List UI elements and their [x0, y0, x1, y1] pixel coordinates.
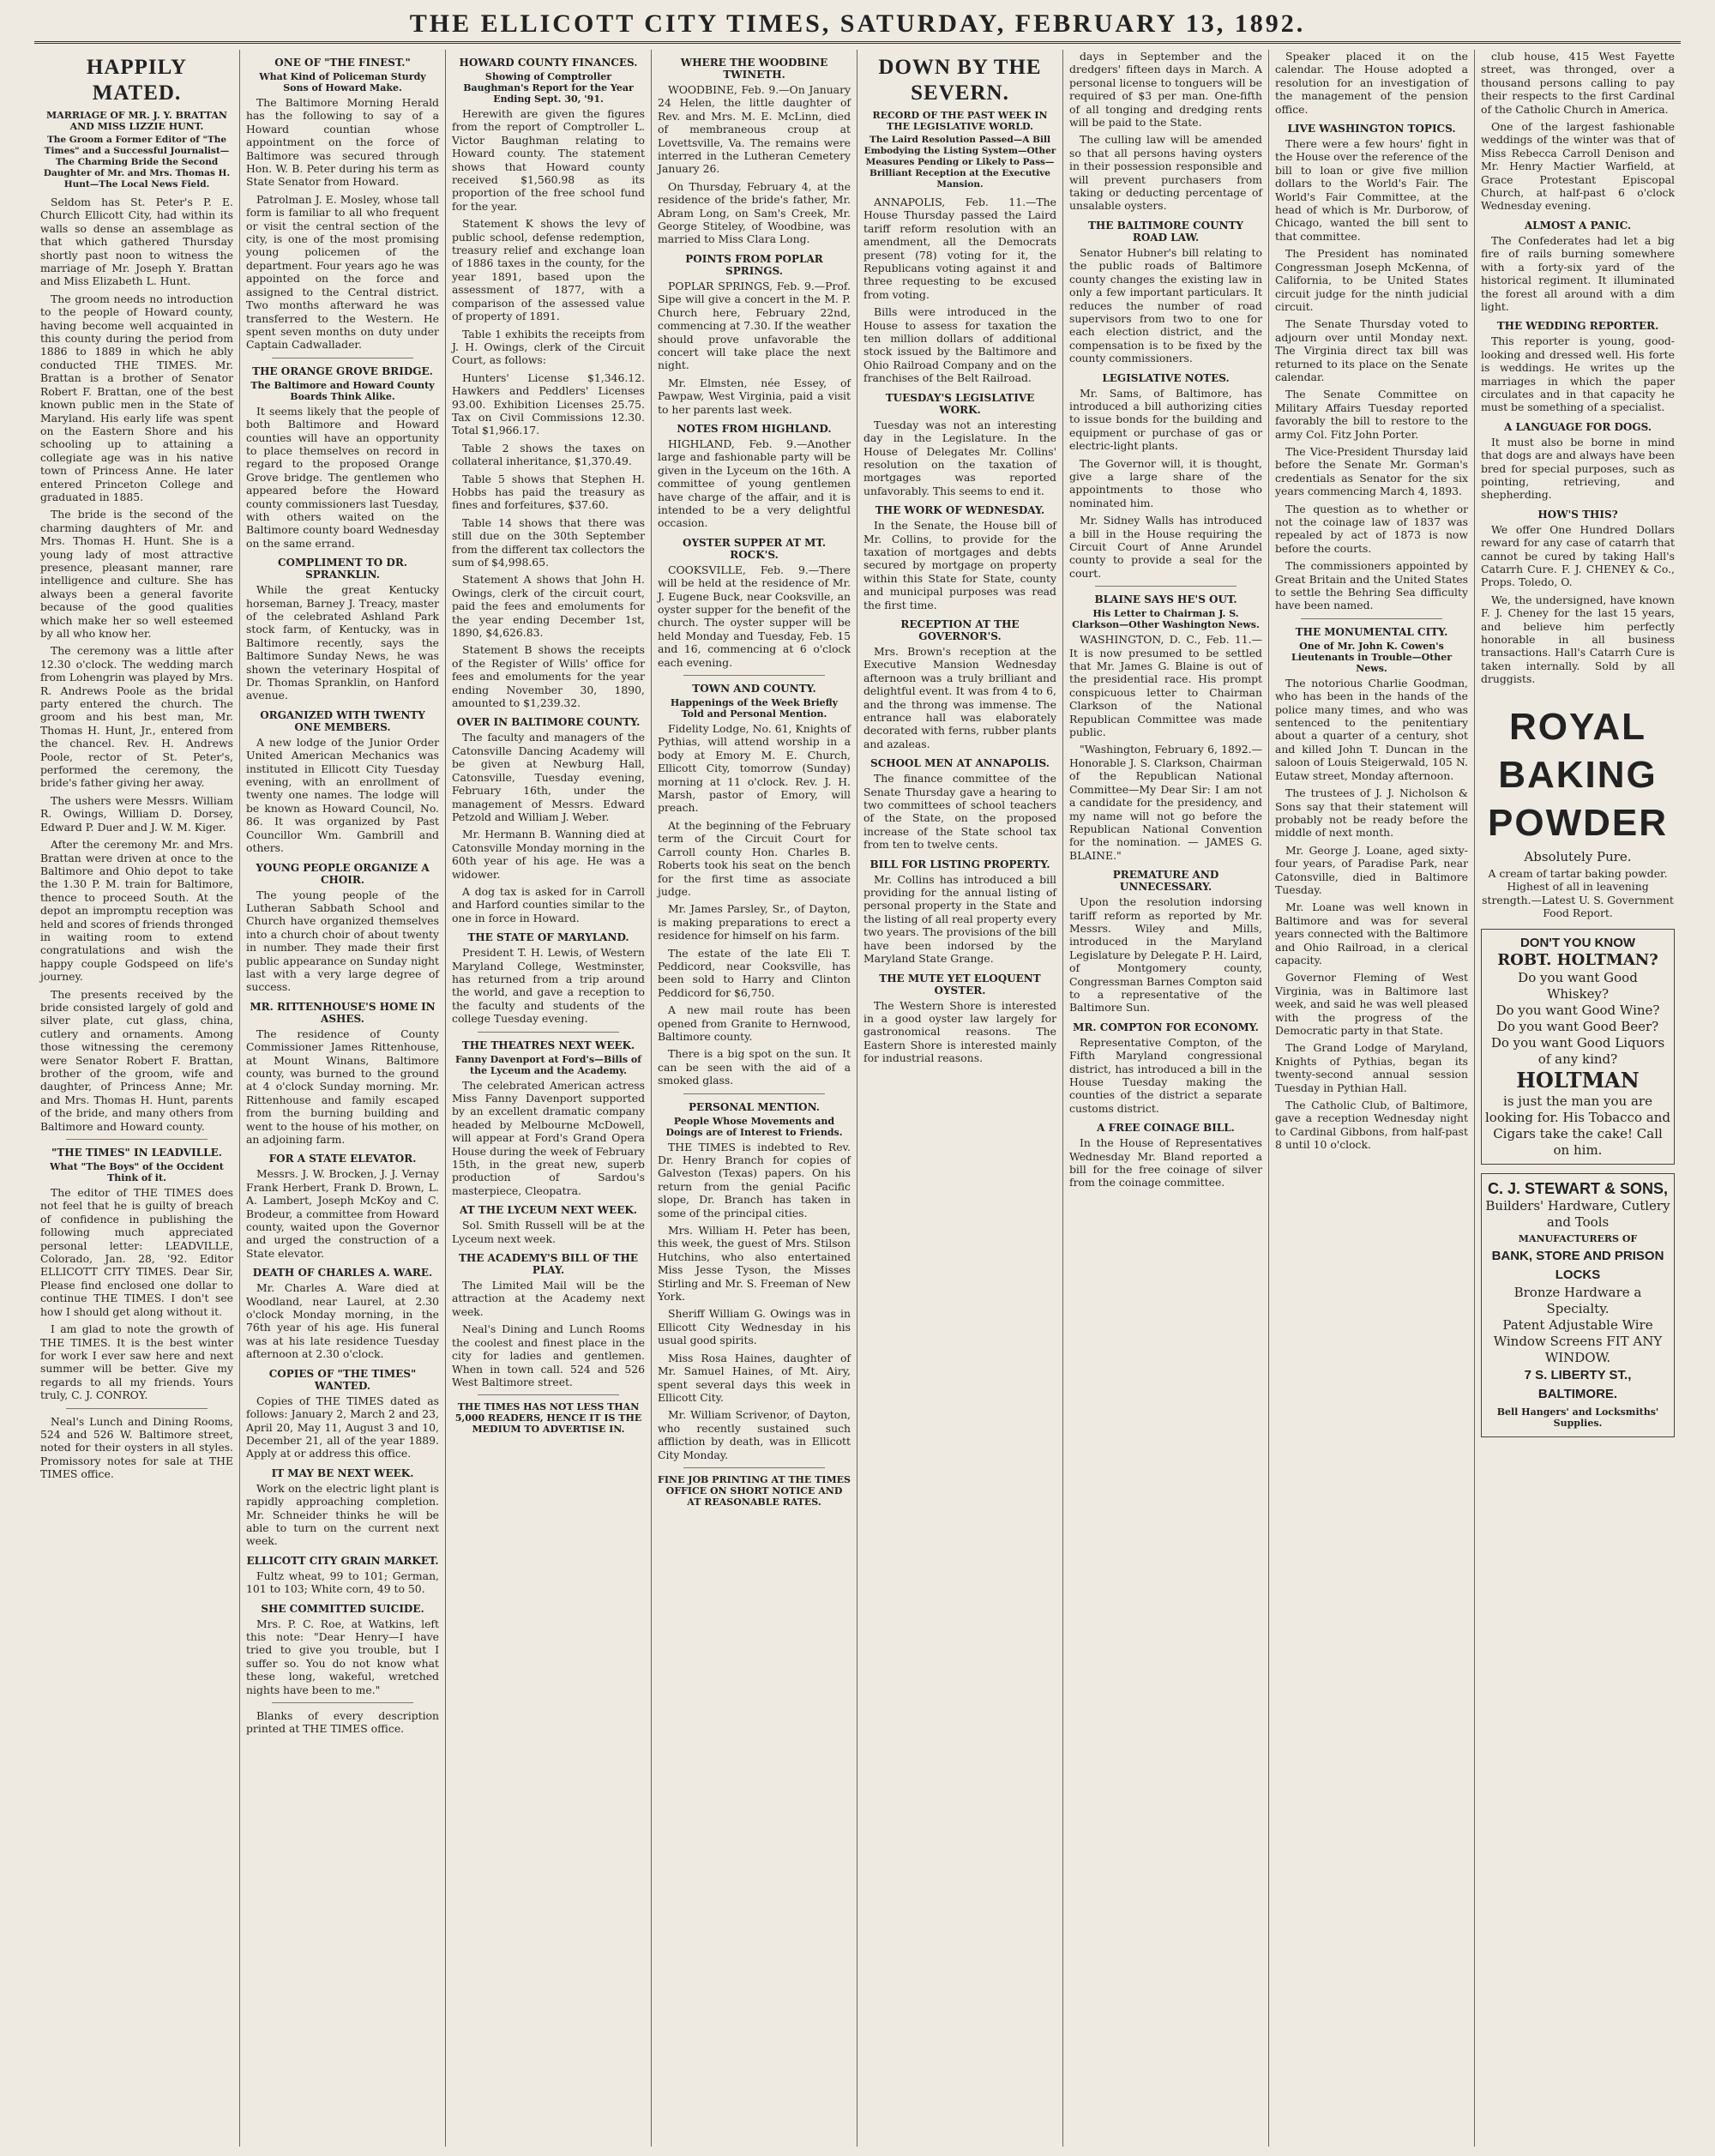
article-heading: MR. RITTENHOUSE'S HOME IN ASHES.: [250, 1000, 436, 1025]
paragraph: The Senate Committee on Military Affairs Tuesday reported favorably the bill to restore to the army Col. Fitz John Porter.: [1275, 388, 1468, 441]
paragraph: Mr. Elmsten, née Essey, of Pawpaw, West Virginia, paid a visit to her parents last week.: [658, 376, 851, 416]
paragraph: Sheriff William G. Owings was in Ellicott City Wednesday in his usual good spirits.: [658, 1307, 851, 1347]
ad-line: Do you want Good Beer?: [1496, 1018, 1659, 1034]
divider: [1095, 586, 1237, 587]
article-heading: THE MUTE YET ELOQUENT OYSTER.: [879, 972, 1041, 997]
article-heading: AT THE LYCEUM NEXT WEEK.: [460, 1204, 637, 1217]
ad-line: BANK, STORE AND PRISON LOCKS: [1491, 1248, 1664, 1282]
paragraph: A new mail route has been opened from Granite to Hernwood, Baltimore county.: [658, 1003, 851, 1043]
paragraph: At the beginning of the February term of the Circuit Court for Carroll county Hon. Charles B. Roberts took his seat on the bench for the first time as associate judge.: [658, 818, 851, 898]
paragraph: Hunters' License $1,346.12. Hawkers and Peddlers' Licenses 93.00. Exhibition Licenses 25.75. Tax on Civil Commissions 12.30. Total $1,966.17.: [452, 370, 645, 437]
paragraph: Table 14 shows that there was still due on the 30th September from the different tax collectors the sum of $4,998.65.: [452, 515, 645, 569]
headline-happily-mated: HAPPILY MATED.: [86, 56, 188, 105]
paragraph: The Catholic Club, of Baltimore, gave a reception Wednesday night to Cardinal Gibbons, from half-past 8 until 10 o'clock.: [1275, 1099, 1468, 1152]
deck: The Laird Resolution Passed—A Bill Embodying the Listing System—Other Measures Pending or Likely to Pass—Brilliant Reception at the Executive Mansion.: [864, 135, 1056, 190]
column-2: [240, 50, 446, 2147]
paragraph: It seems likely that the people of both Baltimore and Howard counties will have an opportunity to place themselves on record in regard to the proposed Orange Grove bridge. The gentlemen who appeared before the Howard county commissioners last Tuesday, with others waited on the Baltimore county board Wednesday on the same errand.: [246, 404, 439, 550]
paragraph: COOKSVILLE, Feb. 9.—There will be held at the residence of Mr. J. Eugene Buck, near Cooksville, an oyster supper for the benefit of the church. The oyster supper will be held Monday and Tuesday, Feb. 15 and 16, commencing at 6 o'clock each evening.: [658, 563, 851, 669]
paragraph: Table 1 exhibits the receipts from J. H. Owings, clerk of the Circuit Court, as follows:: [452, 327, 645, 367]
paragraph: Patrolman J. E. Mosley, whose tall form is familiar to all who frequent or visit the central section of the city, is one of the most promising young policemen of the department. Four years ago he was appointed on the force and assigned to the Central district. Two months afterward he was transferred to the Western. He spent seven months on duty under Captain Cadwallader.: [246, 192, 439, 352]
ad-word: BAKING: [1498, 753, 1658, 796]
article-heading: RECEPTION AT THE GOVERNOR'S.: [900, 617, 1020, 642]
paragraph: The trustees of J. J. Nicholson & Sons say that their statement will probably not be ready before the middle of next month.: [1275, 786, 1468, 840]
article-heading: MR. COMPTON FOR ECONOMY.: [1073, 1021, 1259, 1033]
paragraph: The Grand Lodge of Maryland, Knights of Pythias, began its twenty-second annual session Tuesday in Pythian Hall.: [1275, 1041, 1468, 1094]
paragraph: One of the largest fashionable weddings of the winter was that of Miss Rebecca Carroll Denison and Mr. Henry Mactier Warfield, at Grace Protestant Episcopal Church, at half-past 6 o'clock Wednesday evening.: [1481, 120, 1675, 213]
article-heading: OYSTER SUPPER AT MT. ROCK'S.: [683, 536, 826, 561]
paragraph: Mr. Loane was well known in Baltimore and was for several years connected with the Baltimore and Ohio Railroad, in a clerical capacity.: [1275, 900, 1468, 967]
paragraph: We offer One Hundred Dollars reward for any case of catarrh that cannot be cured by taking Hall's Catarrh Cure. F. J. CHENEY & Co., Props. Toledo, O.: [1481, 522, 1675, 589]
article-heading: A LANGUAGE FOR DOGS.: [1503, 420, 1652, 433]
ad-line: Do you want Good Whiskey?: [1518, 969, 1638, 1002]
paragraph: The Governor will, it is thought, give a large share of the appointments to those who nominated him.: [1069, 456, 1262, 509]
ad-line: 7 S. LIBERTY ST., BALTIMORE.: [1524, 1367, 1632, 1401]
article-heading: POINTS FROM POPLAR SPRINGS.: [685, 252, 823, 277]
subhead: RECORD OF THE PAST WEEK IN THE LEGISLATIVE WORLD.: [872, 110, 1048, 132]
article-heading: THE ACADEMY'S BILL OF THE PLAY.: [458, 1252, 639, 1277]
masthead: [34, 7, 1681, 44]
paragraph: The culling law will be amended so that all persons having oysters in their possession responsible and will prevent purchasers from taking or deducting percentage of unsalable oysters.: [1069, 133, 1262, 213]
paragraph: The editor of THE TIMES does not feel that he is guilty of breach of confidence in publishing the following much appreciated personal letter: LEADVILLE, Colorado, Jan. 28, '92. Editor ELLICOTT CITY TIMES. Dear Sir, Please find enclosed one dollar to continue THE TIMES. I don't see how I should get along without it.: [40, 1186, 233, 1318]
article-heading: PERSONAL MENTION.: [689, 1100, 820, 1113]
article-heading: A FREE COINAGE BILL.: [1097, 1122, 1235, 1135]
column-4: [652, 50, 858, 2147]
paragraph: Representative Compton, of the Fifth Maryland congressional district, has introduced a bill in the House Tuesday making the counties of the district a separate customs district.: [1069, 1035, 1262, 1115]
subhead: The Baltimore and Howard County Boards Think Alike.: [250, 379, 435, 402]
paragraph: A new lodge of the Junior Order United American Mechanics was instituted in Ellicott City Tuesday evening, with an enrollment of twenty one names. The lodge will be known as Howard Council, No. 86. It was organized by Past Councillor Wm. Gambrill and others.: [246, 735, 439, 855]
divider: [683, 675, 825, 676]
paragraph: President T. H. Lewis, of Western Maryland College, Westminster, has returned from a trip around the world, and gave a reception to the faculty and students of the college Tuesday evening.: [452, 946, 645, 1026]
paragraph: In the Senate, the House bill of Mr. Collins, to provide for the taxation of mortgages and debts secured by mortgage on property within this State for State, county and municipal purposes was read the first time.: [864, 519, 1056, 611]
article-heading: OVER IN BALTIMORE COUNTY.: [456, 716, 641, 729]
paragraph: On Thursday, February 4, at the residence of the bride's father, Mr. Abram Long, on Sam's Creek, Mr. George Stiteley, of Woodbine, was married to Miss Clara Long.: [658, 179, 851, 246]
masthead-title: THE ELLICOTT CITY TIMES, SATURDAY, FEBRUARY 13, 1892.: [409, 9, 1306, 38]
paragraph: Mr. William Scrivenor, of Dayton, who recently sustained such affliction by death, was in Ellicott City Monday.: [658, 1408, 851, 1461]
ad-line: Patent Adjustable Wire Window Screens FIT ANY WINDOW.: [1493, 1316, 1663, 1365]
ad-line: DON'T YOU KNOW: [1519, 935, 1636, 950]
article-heading: ALMOST A PANIC.: [1524, 219, 1632, 232]
paragraph: Neal's Dining and Lunch Rooms the coolest and finest place in the city for ladies and gentlemen. When in town call. 524 and 526 West Baltimore street.: [452, 1322, 645, 1388]
paragraph: Table 5 shows that Stephen H. Hobbs has paid the treasury as fines and forfeitures, $37.60.: [452, 472, 645, 512]
article-heading: IT MAY BE NEXT WEEK.: [271, 1466, 414, 1479]
article-heading: "THE TIMES" IN LEADVILLE.: [51, 1147, 222, 1159]
paragraph: I am glad to note the growth of THE TIMES. It is the best winter for work I ever saw here and next summer will be better. Give my regards to all my friends. Yours truly, C. J. CONROY.: [40, 1322, 233, 1402]
ad-line: Bronze Hardware a Specialty.: [1513, 1284, 1642, 1316]
paragraph: Sol. Smith Russell will be at the Lyceum next week.: [452, 1219, 645, 1245]
paragraph: The Western Shore is interested in a good oyster law largely for gastronomical reasons. The Eastern Shore is interested mainly for industrial reasons.: [864, 998, 1056, 1065]
ad-tagline: Absolutely Pure.: [1524, 848, 1632, 864]
ad-line: Builders' Hardware, Cutlery and Tools: [1485, 1197, 1670, 1230]
headline-down-by-the-severn: DOWN BY THE SEVERN.: [878, 56, 1042, 105]
article-heading: PREMATURE AND UNNECESSARY.: [1112, 869, 1219, 894]
paragraph: The Limited Mail will be the attraction at the Academy next week.: [452, 1279, 645, 1318]
paragraph: The celebrated American actress Miss Fanny Davenport supported by an excellent dramatic company headed by Melbourne McDowell, will appear at Ford's Grand Opera House during the week of February 15th, in the great new, superb production of Sardou's masterpiece, Cleopatra.: [452, 1078, 645, 1197]
paragraph: The notorious Charlie Goodman, who has been in the hands of the police many times, and who was sentenced to the penitentiary about a quarter of a century, shot and killed John T. Duncan in the saloon of Louis Steigerwald, 105 N. Eutaw street, Monday afternoon.: [1275, 676, 1468, 782]
paragraph: The estate of the late Eli T. Peddicord, near Cooksville, has been sold to Harry and Clinton Peddicord for $6,750.: [658, 946, 851, 999]
article-heading: YOUNG PEOPLE ORGANIZE A CHOIR.: [256, 861, 430, 886]
ad-word: POWDER: [1488, 801, 1668, 844]
paragraph: The Senate Thursday voted to adjourn over until Monday next. The Virginia direct tax bill was returned to its place on the Senate calendar.: [1275, 317, 1468, 383]
paragraph: The commissioners appointed by Great Britain and the United States to settle the Behring Sea difficulty have been named.: [1275, 559, 1468, 612]
paragraph: While the great Kentucky horseman, Barney J. Treacy, master of the celebrated Ashland Park stock farm, of Kentucky, was in Baltimore recently, says the Baltimore Sunday News, he was shown the veterinary Hospital of Dr. Thomas Spranklin, on Hanford avenue.: [246, 583, 439, 702]
paragraph: The finance committee of the Senate Thursday gave a hearing to two committees of school teachers of the State, on the proposed increase of the State school tax from ten to twelve cents.: [864, 772, 1056, 852]
column-6: [1063, 50, 1269, 2147]
paragraph: The ushers were Messrs. William R. Owings, William D. Dorsey, Edward P. Duer and J. W. M. Kiger.: [40, 793, 233, 834]
article-heading: SCHOOL MEN AT ANNAPOLIS.: [870, 757, 1050, 770]
paragraph: There were a few hours' fight in the House over the reference of the bill to loan or give five million dollars to the World's Fair. The World's Fair Committee, at the head of which is Mr. Durborow, of Chicago, wanted the bill sent to that committee.: [1275, 137, 1468, 243]
paragraph: After the ceremony Mr. and Mrs. Brattan were driven at once to the Baltimore and Ohio depot to take the 1.30 P. M. train for Baltimore, thence to proceed South. At the depot an impromptu reception was held and scores of friends thronged in waiting room to extend congratulations and wish the happy couple Godspeed on life's journey.: [40, 838, 233, 984]
subhead: His Letter to Chairman J. S. Clarkson—Other Washington News.: [1072, 608, 1260, 631]
paragraph: WOODBINE, Feb. 9.—On January 24 Helen, the little daughter of Rev. and Mrs. M. E. McLinn, died of membraneous croup at Lovettsville, Va. The remains were interred in the Lutheran Cemetery January 26.: [658, 83, 851, 176]
paragraph: Statement B shows the receipts of the Register of Wills' office for fees and emoluments for the year ending November 30, 1890, amounted to $1,239.32.: [452, 643, 645, 710]
paragraph: Governor Fleming of West Virginia, was in Baltimore last week, and said he was well pleased with the progress of the Democratic party in that State.: [1275, 971, 1468, 1037]
stewart-sons-ad: [1481, 1173, 1675, 1437]
paragraph: Speaker placed it on the calendar. The House adopted a resolution for an investigation of the management of the pension office.: [1275, 50, 1468, 116]
article-heading: ORGANIZED WITH TWENTY ONE MEMBERS.: [260, 708, 425, 733]
divider: [683, 1093, 825, 1094]
article-heading: COPIES OF "THE TIMES" WANTED.: [268, 1367, 417, 1392]
article-heading: FOR A STATE ELEVATOR.: [268, 1153, 417, 1165]
paragraph: The faculty and managers of the Catonsville Dancing Academy will be given at Newburg Hall, Catonsville, Tuesday evening, February 16th, under the management of Messrs. Edward Petzold and William J. Weber.: [452, 731, 645, 823]
article-heading: COMPLIMENT TO DR. SPRANKLIN.: [278, 557, 407, 581]
paragraph: Table 2 shows the taxes on collateral inheritance, $1,370.49.: [452, 441, 645, 468]
subhead: Happenings of the Week Briefly Told and Personal Mention.: [670, 697, 839, 720]
paragraph: The Vice-President Thursday laid before the Senate Mr. Gorman's credentials as Senator for the six years commencing March 4, 1893.: [1275, 444, 1468, 498]
paragraph: A dog tax is asked for in Carroll and Harford counties similar to the one in force in Howard.: [452, 884, 645, 924]
paragraph: The ceremony was a little after 12.30 o'clock. The wedding march from Lohengrin was played by Mrs. R. Andrews Poole as the bridal party entered the church. The groom and his best man, Mr. Thomas H. Hunt, Jr., entered from the chancel. Rev. H. Andrews Poole, rector of St. Peter's, performed the ceremony, the bride's father giving her away.: [40, 644, 233, 790]
paragraph: Senator Hubner's bill relating to the public roads of Baltimore county changes the existing law in only a few important particulars. It reduces the number of road supervisors from two to one for each election district, and the compensation is to be fixed by the county commissioners.: [1069, 245, 1262, 365]
footer-notice: FINE JOB PRINTING AT THE TIMES OFFICE ON SHORT NOTICE AND AT REASONABLE RATES.: [658, 1473, 851, 1508]
paragraph: Mrs. Brown's reception at the Executive Mansion Wednesday afternoon was a truly brilliant and delightful event. It was from 4 to 6, and the throng was immense. The entrance hall was elaborately decorated with ferns, rubber plants and azaleas.: [864, 644, 1056, 750]
subhead: Fanny Davenport at Ford's—Bills of the Lyceum and the Academy.: [455, 1053, 641, 1076]
divider: [683, 1467, 825, 1468]
divider: [66, 1408, 208, 1409]
article-heading: HOWARD COUNTY FINANCES.: [459, 57, 638, 69]
ad-line: Bell Hangers' and Locksmiths' Supplies.: [1496, 1406, 1659, 1429]
paragraph: The residence of County Commissioner James Rittenhouse, at Mount Winans, Baltimore county, was burned to the ground at 4 o'clock Sunday morning. Mr. Rittenhouse and family escaped from the burning building and went to the house of his mother, on an adjoining farm.: [246, 1027, 439, 1146]
subhead: MARRIAGE OF MR. J. Y. BRATTAN AND MISS LIZZIE HUNT.: [46, 110, 227, 132]
ad-text: A cream of tartar baking powder. Highest of all in leavening strength.—Latest U. S. Government Food Report.: [1482, 867, 1674, 920]
subhead: People Whose Movements and Doings are of Interest to Friends.: [665, 1115, 843, 1138]
article-heading: HOW'S THIS?: [1537, 508, 1618, 521]
paragraph: Mr. Sams, of Baltimore, has introduced a bill authorizing cities to issue bonds for the building and equipment or purchase of gas or electric-light plants.: [1069, 386, 1262, 453]
paragraph: Statement A shows that John H. Owings, clerk of the circuit court, paid the fees and emoluments for the year ending December 1st, 1890, $4,626.83.: [452, 573, 645, 640]
article-heading: THE WEDDING REPORTER.: [1496, 320, 1659, 333]
paragraph: Mr. George J. Loane, aged sixty-four years, of Paradise Park, near Catonsville, died in Baltimore Tuesday.: [1275, 843, 1468, 896]
paragraph: Seldom has St. Peter's P. E. Church Ellicott City, had within its walls so dense an assemblage as that which gathered Thursday shortly past noon to witness the marriage of Mr. Joseph Y. Brattan and Miss Elizabeth L. Hunt.: [40, 196, 233, 288]
paragraph: Mr. James Parsley, Sr., of Dayton, is making preparations to erect a residence for himself on his farm.: [658, 902, 851, 942]
paragraph: HIGHLAND, Feb. 9.—Another large and fashionable party will be given in the Lyceum on the 16th. A committee of young gentlemen have charge of the affair, and it is intended to be a very delightful occasion.: [658, 437, 851, 530]
article-heading: ELLICOTT CITY GRAIN MARKET.: [246, 1554, 439, 1567]
columns: [34, 50, 1681, 2147]
ad-line: MANUFACTURERS OF: [1518, 1232, 1638, 1244]
article-heading: BILL FOR LISTING PROPERTY.: [870, 858, 1050, 870]
paragraph: The Confederates had let a big fire of rails burning somewhere with a forty-six yard of the historical regiment. It illuminated the forest all around with a dim light.: [1481, 233, 1675, 313]
paragraph: Tuesday was not an interesting day in the Legislature. In the House of Delegates Mr. Collins' resolution on the taxation of mortgages was reported unfavorably. This seems to end it.: [864, 418, 1056, 497]
paragraph: The question as to whether or not the coinage law of 1837 was repealed by act of 1873 is now before the courts.: [1275, 502, 1468, 555]
paragraph: Work on the electric light plant is rapidly approaching completion. Mr. Schneider thinks he will be able to turn on the current next week.: [246, 1481, 439, 1548]
ad-line: C. J. STEWART & SONS,: [1487, 1179, 1669, 1197]
article-heading: ONE OF "THE FINEST.": [274, 57, 411, 69]
ad-line: Do you want Good Wine?: [1495, 1002, 1660, 1018]
article-heading: THE WORK OF WEDNESDAY.: [875, 504, 1045, 517]
column-8: [1475, 50, 1681, 2147]
divider: [272, 1702, 413, 1703]
paragraph: Copies of THE TIMES dated as follows: January 2, March 2 and 23, April 20, May 11, August 3 and 10, December 21, all of the year 1889. Apply at or address this office.: [246, 1394, 439, 1460]
paragraph: POPLAR SPRINGS, Feb. 9.—Prof. Sipe will give a concert in the M. P. Church here, February 22nd, commencing at 7.30. If the weather should prove unfavorable the concert will take place the next night.: [658, 279, 851, 372]
paragraph: Neal's Lunch and Dining Rooms, 524 and 526 W. Baltimore street, noted for their oysters in all styles. Promissory notes for sale at THE TIMES office.: [40, 1414, 233, 1481]
paragraph: Fultz wheat, 99 to 101; German, 101 to 103; White corn, 49 to 50.: [246, 1569, 439, 1596]
paragraph: Statement K shows the levy of public school, defense redemption, treasury relief and exchange loan of 1886 taxes in the county, for the year 1891, based upon the assessment of 1877, with a comparison of the assessed value of property of 1891.: [452, 217, 645, 323]
column-3: [446, 50, 652, 2147]
article-heading: THE BALTIMORE COUNTY ROAD LAW.: [1087, 219, 1243, 244]
divider: [478, 1394, 619, 1395]
article-heading: THE THEATRES NEXT WEEK.: [461, 1039, 635, 1051]
article-heading: DEATH OF CHARLES A. WARE.: [252, 1267, 433, 1280]
paragraph: There is a big spot on the sun. It can be seen with the aid of a smoked glass.: [658, 1047, 851, 1087]
paragraph: Mr. Hermann B. Wanning died at Catonsville Monday morning in the 60th year of his age. He was a widower.: [452, 828, 645, 881]
paragraph: The President has nominated Congressman Joseph McKenna, of California, to be United States circuit judge for the ninth judicial circuit.: [1275, 247, 1468, 313]
column-7: [1269, 50, 1475, 2147]
ad-word: ROYAL: [1509, 705, 1646, 748]
footer-notice: THE TIMES HAS NOT LESS THAN 5,000 READERS, HENCE IT IS THE MEDIUM TO ADVERTISE IN.: [454, 1401, 642, 1436]
paragraph: It must also be borne in mind that dogs are and always have been bred for special purposes, such as pointing, retrieving, and shepherding.: [1481, 435, 1675, 502]
ad-line: ROBT. HOLTMAN?: [1497, 950, 1658, 969]
paragraph: Mr. Sidney Walls has introduced a bill in the House requiring the Circuit Court of Anne Arundel county to provide a seal for the court.: [1069, 514, 1262, 580]
article-heading: THE MONUMENTAL CITY.: [1295, 625, 1448, 638]
paragraph: Mrs. William H. Peter has been, this week, the guest of Mrs. Stilson Hutchins, who also entertained Miss Jesse Tyson, the Misses Stirling and Mr. S. Freeman of New York.: [658, 1224, 851, 1304]
paragraph: Mr. Collins has introduced a bill providing for the annual listing of personal property in the State and the listing of all real property every two years. The provisions of the bill have been indorsed by the Maryland State Grange.: [864, 872, 1056, 966]
holtman-ad: [1481, 929, 1675, 1165]
paragraph: The bride is the second of the charming daughters of Mr. and Mrs. Thomas H. Hunt. She is a young lady of most attractive presence, pleasant manner, rare intelligence and culture. She has always been a general favorite because of the good qualities which make her so well esteemed by all who know her.: [40, 508, 233, 640]
article-heading: NOTES FROM HIGHLAND.: [677, 422, 832, 435]
paragraph: club house, 415 West Fayette street, was thronged, over a thousand persons calling to pay their respects to the first Cardinal of the Catholic Church in America.: [1481, 50, 1675, 116]
paragraph: Upon the resolution indorsing tariff reform as reported by Mr. Messrs. Wiley and Mills, introduced in the Maryland Legislature by Delegate P. H. Laird, of Montgomery county, Congressman Barnes Compton said to a representative of the Baltimore Sun.: [1069, 895, 1262, 1015]
article-heading: TOWN AND COUNTY.: [692, 683, 816, 696]
paragraph: The groom needs no introduction to the people of Howard county, having become well acquainted in this county during the period from 1886 to 1889 in which he ably conducted THE TIMES. Mr. Brattan is a brother of Senator Robert F. Brattan, one of the best known public men in the State of Maryland. His early life was spent on the Eastern Shore and his schooling up to attaining a collegiate age was in his native town of Princess Anne. He later entered Princeton College and graduated in 1885.: [40, 292, 233, 503]
paragraph: THE TIMES is indebted to Rev. Dr. Henry Branch for copies of Galveston (Texas) papers. On his return from the genial Pacific slope, Dr. Branch has taken in some of the principal cities.: [658, 1140, 851, 1220]
article-heading: THE STATE OF MARYLAND.: [467, 931, 629, 944]
paragraph: Miss Rosa Haines, daughter of Mr. Samuel Haines, of Mt. Airy, spent several days this week in Ellicott City.: [658, 1351, 851, 1404]
article-heading: BLAINE SAYS HE'S OUT.: [1094, 593, 1237, 606]
paragraph: Fidelity Lodge, No. 61, Knights of Pythias, will attend worship in a body at Emory M. E. Church, Ellicott City, tomorrow (Sunday) morning at 11 o'clock. Rev. J. H. Marsh, pastor of Emory, will preach.: [658, 722, 851, 815]
divider: [66, 1139, 208, 1140]
article-heading: WHERE THE WOODBINE TWINETH.: [680, 57, 828, 81]
paragraph: The Baltimore Morning Herald has the following to say of a Howard countian whose appointment on the force of Baltimore was secured through Hon. W. B. Peter during his term as State Senator from Howard.: [246, 96, 439, 189]
paragraph: Messrs. J. W. Brocken, J. J. Vernay Frank Herbert, Frank D. Brown, L. A. Lambert, Joseph McKoy and C. Brodeur, a committee from Howard county, waited upon the Governor and urged the construction of a State elevator.: [246, 1167, 439, 1260]
paragraph: days in September and the dredgers' fifteen days in March. A personal license to tonguers will be required of $3 per man. One-fifth of all tonging and dredging rents will be paid to the State.: [1069, 50, 1262, 129]
column-5: [858, 50, 1063, 2147]
subhead: What "The Boys" of the Occident Think of it.: [50, 1161, 224, 1184]
paragraph: Herewith are given the figures from the report of Comptroller L. Victor Baughman relating to Howard county. The statement shows that Howard county received $1,560.98 as its proportion of the free school fund for the year.: [452, 107, 645, 213]
paragraph: WASHINGTON, D. C., Feb. 11.—It is now presumed to be settled that Mr. James G. Blaine is out of the presidential race. His prompt conspicuous letter to Chairman Clarkson of the National Republican Committee was made public.: [1069, 633, 1262, 739]
paragraph: Mr. Charles A. Ware died at Woodland, near Laurel, at 2.30 o'clock Monday morning, in the 76th year of his age. His funeral was at his late residence Tuesday afternoon at 2.30 o'clock.: [246, 1281, 439, 1361]
ad-line: Do you want Good Liquors of any kind?: [1490, 1034, 1665, 1067]
divider: [478, 1032, 619, 1033]
article-heading: THE ORANGE GROVE BRIDGE.: [252, 364, 433, 377]
article-heading: TUESDAY'S LEGISLATIVE WORK.: [885, 391, 1035, 416]
article-heading: SHE COMMITTED SUICIDE.: [261, 1602, 424, 1615]
ad-line: is just the man you are looking for. His Tobacco and Cigars take the cake! Call on him.: [1485, 1093, 1670, 1158]
paragraph: The young people of the Lutheran Sabbath School and Church have organized themselves into a church choir of about twenty in number. They made their first public appearance on Sunday night last with a very large degree of success.: [246, 888, 439, 994]
article-heading: LEGISLATIVE NOTES.: [1102, 371, 1230, 384]
paragraph: ANNAPOLIS, Feb. 11.—The House Thursday passed the Laird tariff reform resolution with an amendment, all the Democrats present (78) voting for it, the Republicans voting against it and three requesting to be excused from voting.: [864, 196, 1056, 301]
deck: The Groom a Former Editor of "The Times" and a Successful Journalist—The Charming Bride the Second Daughter of Mr. and Mrs. Thomas H. Hunt—The Local News Field.: [43, 135, 231, 190]
paragraph: We, the undersigned, have known F. J. Cheney for the last 15 years, and believe him perfectly honorable in all business transactions. Hall's Catarrh Cure is taken internally. Sold by all druggists.: [1481, 593, 1675, 686]
paragraph: "Washington, February 6, 1892.—Honorable J. S. Clarkson, Chairman of the Republican National Committee—My Dear Sir: I am not a candidate for the presidency, and my name will not go before the Republican National Convention for the nomination. — JAMES G. BLAINE.": [1069, 743, 1262, 862]
royal-baking-powder-ad: [1481, 703, 1675, 920]
paragraph: Blanks of every description printed at THE TIMES office.: [246, 1709, 439, 1736]
article-heading: LIVE WASHINGTON TOPICS.: [1287, 123, 1456, 136]
paragraph: Bills were introduced in the House to assess for taxation the ten million dollars of additional stock issued by the Baltimore and Ohio Railroad Company and on the franchises of the Belt Railroad.: [864, 305, 1056, 385]
paragraph: In the House of Representatives Wednesday Mr. Bland reported a bill for the free coinage of silver from the coinage committee.: [1069, 1136, 1262, 1189]
subhead: Showing of Comptroller Baughman's Report for the Year Ending Sept. 30, '91.: [463, 71, 634, 105]
paragraph: Mrs. P. C. Roe, at Watkins, left this note: "Dear Henry—I have tried to give you trouble, but I suffer so. You do not know what these long, wakeful, wretched nights have been to me.": [246, 1617, 439, 1696]
subhead: What Kind of Policeman Sturdy Sons of Howard Make.: [259, 71, 426, 93]
paragraph: The presents received by the bride consisted largely of gold and silver plate, cut glass, china, cutlery and ornaments. Among those witnessing the ceremony were Senator Robert F. Brattan, brother of the groom, wife and daughter, of Princess Anne; Mr. and Mrs. Thomas H. Hunt, parents of the bride, and many others from Baltimore and Howard county.: [40, 987, 233, 1133]
paragraph: This reporter is young, good-looking and dressed well. His forte is weddings. He writes up the marriages in which the paper circulates and in that capacity he must be something of a specialist.: [1481, 334, 1675, 414]
column-1: [34, 50, 240, 2147]
subhead: One of Mr. John K. Cowen's Lieutenants in Trouble—Other News.: [1291, 640, 1453, 674]
divider: [1301, 618, 1442, 619]
ad-line: HOLTMAN: [1516, 1067, 1640, 1093]
